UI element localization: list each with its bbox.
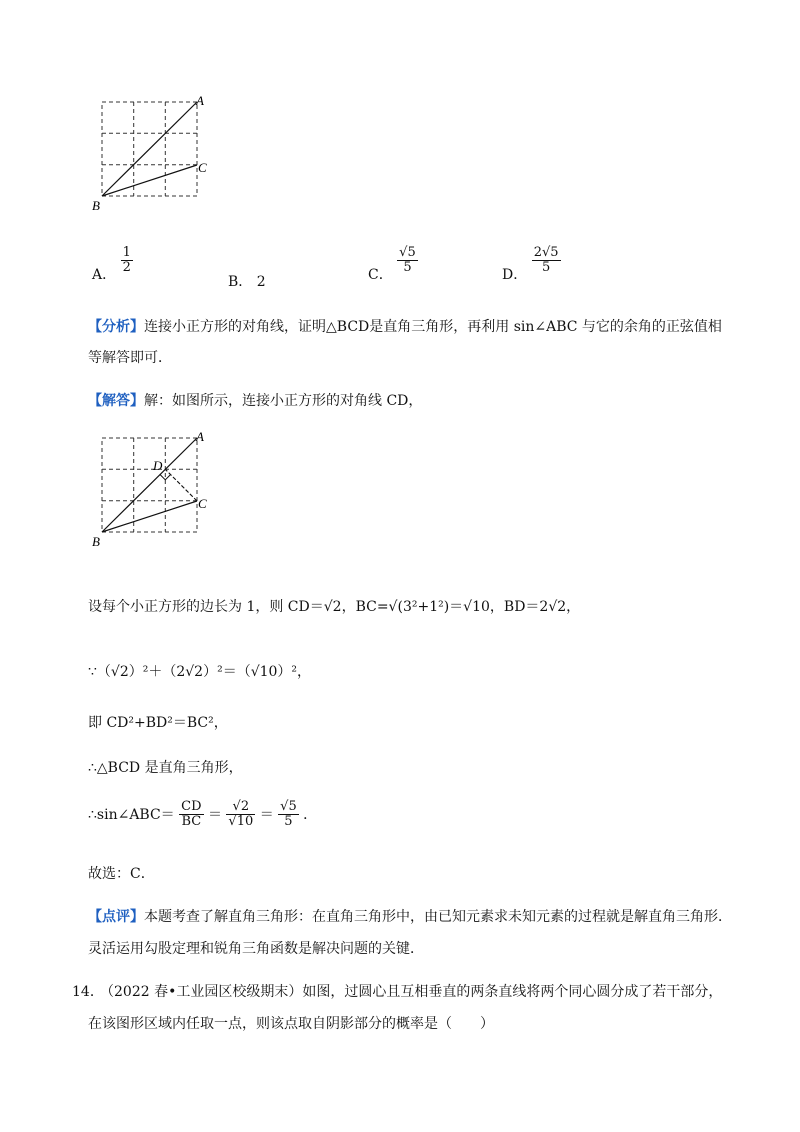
option-d: D． $\frac{2√5}{5}$ (502, 245, 559, 283)
point-label-c: C (198, 160, 207, 175)
analysis-tag: 【分析】 (88, 319, 144, 335)
point-label-b: B (92, 198, 100, 213)
answer: 故选：C． (88, 866, 155, 882)
analysis-line-1: 【分析】连接小正方形的对角线，证明△BCD是直角三角形，再利用 sin∠ABC 与它的余角的正弦值相 (88, 319, 722, 335)
question-14-line-2: 在该图形区域内任取一点，则该点取自阴影部分的概率是（ ） (88, 1016, 494, 1032)
segment-CD (165, 469, 197, 501)
analysis-line-2: 等解答即可． (88, 350, 172, 366)
segment-BA (102, 438, 197, 532)
step-pythagoras: ∵（√2）²＋（2√2）²＝（√10）²， (88, 664, 312, 680)
option-b: B． 2 (228, 274, 266, 290)
solution-intro: 【解答】解：如图所示，连接小正方形的对角线 CD， (88, 393, 423, 409)
question-14-line-1: （2022 春•工业园区校级期末）如图，过圆心且互相垂直的两条直线将两个同心圆分成了若干部分， (100, 984, 723, 1000)
grid-figure-1 (90, 92, 220, 218)
step-sine: ∴sin∠ABC＝ $\frac{CD}{BC}$ ＝ $\frac{√2}{√10}$ ＝ $\frac{√5}{5}$ ． (88, 799, 318, 830)
grid-figure-2 (90, 428, 220, 554)
segment-BC (102, 165, 197, 196)
segment-BC (102, 501, 197, 532)
step-converse: 即 CD²+BD²＝BC²， (88, 715, 228, 731)
review-line-1: 【点评】本题考查了解直角三角形：在直角三角形中，由已知元素求未知元素的过程就是解直角三角形． (88, 909, 732, 925)
solution-tag: 【解答】 (88, 393, 144, 409)
step-side-lengths: 设每个小正方形的边长为 1，则 CD＝√2，BC=√(3²+1²)＝√10，BD＝2√2， (88, 599, 581, 615)
segment-BA (102, 102, 197, 196)
point-label-a: A (196, 93, 204, 108)
point-label-a: A (196, 429, 204, 444)
point-label-c: C (198, 496, 207, 511)
option-c: C． $\frac{√5}{5}$ (368, 245, 416, 283)
review-tag: 【点评】 (88, 909, 144, 925)
step-right-triangle: ∴△BCD 是直角三角形， (88, 760, 243, 776)
question-14-number: 14． (72, 984, 104, 1000)
point-label-d: D (153, 458, 163, 473)
option-a: A． $\frac{1}{2}$ (92, 245, 131, 283)
review-line-2: 灵活运用勾股定理和锐角三角函数是解决问题的关键． (88, 941, 424, 957)
point-label-b: B (92, 534, 100, 549)
